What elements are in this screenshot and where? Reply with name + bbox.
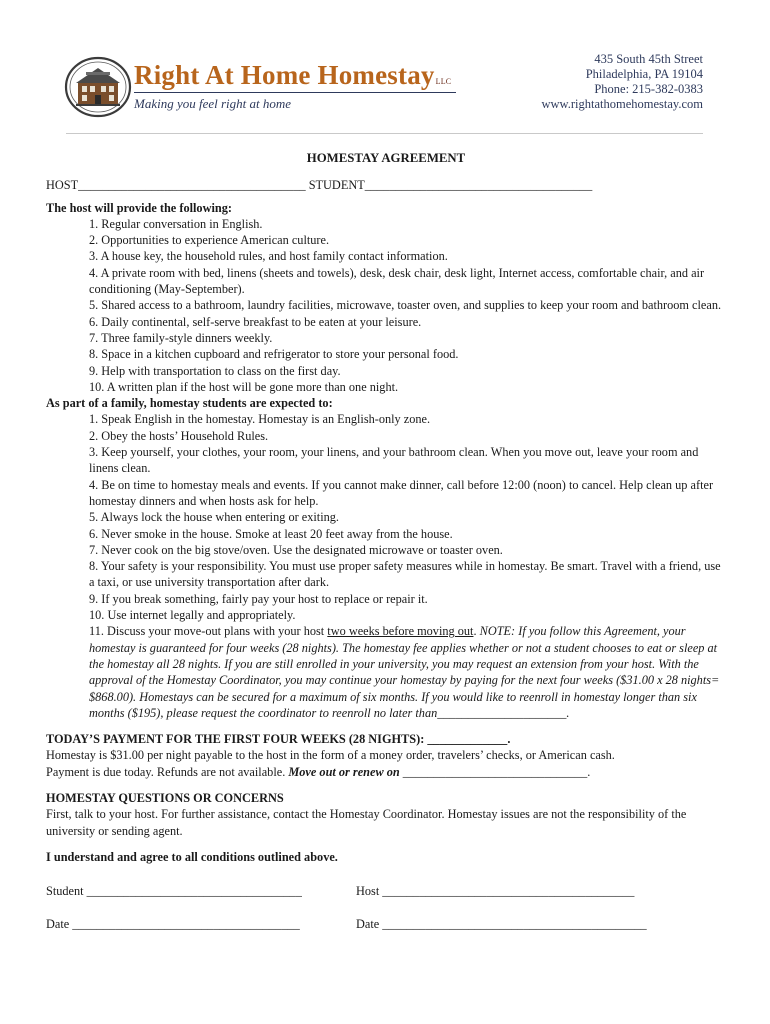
student-signature-field[interactable]: Student ___________________________________ <box>46 884 302 899</box>
list-item: 10. Use internet legally and appropriately. <box>89 608 296 623</box>
list-item: 4. Be on time to homestay meals and events. If you cannot make dinner, call before 12:00 (noon) to cancel. Help clean up after homestay dinners and when hosts ask for help. <box>89 477 714 508</box>
questions-text: First, talk to your host. For further assistance, contact the Homestay Coordinator. Homestay issues are not the responsibility of the university or sending agent. <box>46 807 687 838</box>
address-line-2: Philadelphia, PA 19104 <box>585 67 703 81</box>
list-item: 7. Three family-style dinners weekly. <box>89 330 273 345</box>
agreement-statement: I understand and agree to all conditions outlined above. <box>46 849 338 864</box>
phone-number: Phone: 215-382-0383 <box>594 82 703 96</box>
list-item: 8. Space in a kitchen cupboard and refrigerator to store your personal food. <box>89 347 459 362</box>
payment-heading: TODAY’S PAYMENT FOR THE FIRST FOUR WEEKS (28 NIGHTS): _____________. <box>46 732 511 747</box>
move-out-deadline: two weeks before moving out <box>327 624 474 639</box>
website-link[interactable]: www.rightathomehomestay.com <box>541 97 703 111</box>
move-out-renew-label: Move out or renew on <box>288 764 400 779</box>
list-item: 9. If you break something, fairly pay your host to replace or repair it. <box>89 591 428 606</box>
payment-due-line <box>46 764 726 780</box>
move-out-renew-field[interactable]: ______________________________. <box>399 764 591 779</box>
list-item: 8. Your safety is your responsibility. You must use proper safety measures while in homestay. Be smart. Travel with a friend, use a taxi, or use university transportation after dark. <box>89 559 721 590</box>
host-signature-field[interactable]: Host _________________________________________ <box>356 884 635 899</box>
signature-row <box>46 883 726 899</box>
host-label: HOST <box>46 178 79 193</box>
list-item: 2. Obey the hosts’ Household Rules. <box>89 428 269 443</box>
list-item: 5. Always lock the house when entering or exiting. <box>89 510 339 525</box>
brand-name <box>134 60 451 91</box>
header-divider <box>66 133 703 134</box>
student-label: STUDENT <box>308 178 365 193</box>
list-item: 2. Opportunities to experience American culture. <box>89 233 330 248</box>
student-date-field[interactable]: Date _____________________________________ <box>46 917 300 932</box>
list-item: 7. Never cook on the big stove/oven. Use the designated microwave or toaster oven. <box>89 542 503 557</box>
brand-suffix: LLC <box>435 77 452 86</box>
payment-terms: Homestay is $31.00 per night payable to the host in the form of a money order, travelers’ checks, or American cash. <box>46 748 615 763</box>
address-line-1: 435 South 45th Street <box>594 52 703 66</box>
brand-underline <box>134 92 456 93</box>
list-item-move-out <box>89 623 726 721</box>
date-row <box>46 916 726 932</box>
contact-address-block <box>541 52 703 112</box>
list-item: 5. Shared access to a bathroom, laundry facilities, microwave, toaster oven, and supplies to keep your room and bathroom clean. <box>89 298 722 313</box>
host-date-field[interactable]: Date ___________________________________________ <box>356 917 647 932</box>
move-out-text: 11. Discuss your move-out plans with your host <box>89 624 328 639</box>
list-item: 1. Regular conversation in English. <box>89 216 263 231</box>
questions-heading: HOMESTAY QUESTIONS OR CONCERNS <box>46 790 284 805</box>
list-item: 9. Help with transportation to class on the first day. <box>89 363 341 378</box>
list-item: 10. A written plan if the host will be gone more than one night. <box>89 379 399 394</box>
list-item: 6. Daily continental, self-serve breakfast to be eaten at your leisure. <box>89 314 422 329</box>
house-logo-icon <box>64 56 134 118</box>
payment-due-text: Payment is due today. Refunds are not available. <box>46 764 289 779</box>
brand-name-text: Right At Home Homestay <box>134 60 435 90</box>
list-item: 3. A house key, the household rules, and host family contact information. <box>89 249 448 264</box>
host-student-line <box>46 177 726 193</box>
host-provides-list <box>46 216 726 395</box>
student-expectations-list <box>46 411 726 721</box>
list-item: 6. Never smoke in the house. Smoke at least 20 feet away from the house. <box>89 526 453 541</box>
agreement-body <box>46 150 726 932</box>
host-provides-heading: The host will provide the following: <box>46 200 232 215</box>
list-item: 3. Keep yourself, your clothes, your room, your linens, and your bathroom clean. When you move out, leave your room and linens clean. <box>89 445 699 476</box>
document-title: HOMESTAY AGREEMENT <box>306 151 466 165</box>
brand-tagline: Making you feel right at home <box>134 96 292 111</box>
move-out-period: . <box>473 624 480 639</box>
list-item: 4. A private room with bed, linens (sheets and towels), desk, desk chair, desk light, Internet access, comfortable chair, and air conditioning (May-September). <box>89 265 705 297</box>
extension-note: NOTE: If you follow this Agreement, your homestay is guaranteed for four weeks (28 nights). The homestay fee applies whether or not a student chooses to eat or sleep at the homestay all 28 nights. If you are still enrolled in your university, you may request an extension from your host. With the approval of the Homestay Coordinator, you may continue your homestay by paying for the next four weeks ($31.00 x 28 nights= $868.00). Homestays can be secured for a maximum of six months. If you would like to reenroll in homestay longer than six months ($195), please request the coordinator to reenroll no later than_____________________. <box>89 624 720 720</box>
student-name-field[interactable]: _____________________________________ <box>364 178 593 193</box>
student-expectations-heading: As part of a family, homestay students are expected to: <box>46 396 333 411</box>
list-item: 1. Speak English in the homestay. Homestay is an English-only zone. <box>89 412 431 427</box>
host-name-field[interactable]: _____________________________________ <box>78 178 306 193</box>
